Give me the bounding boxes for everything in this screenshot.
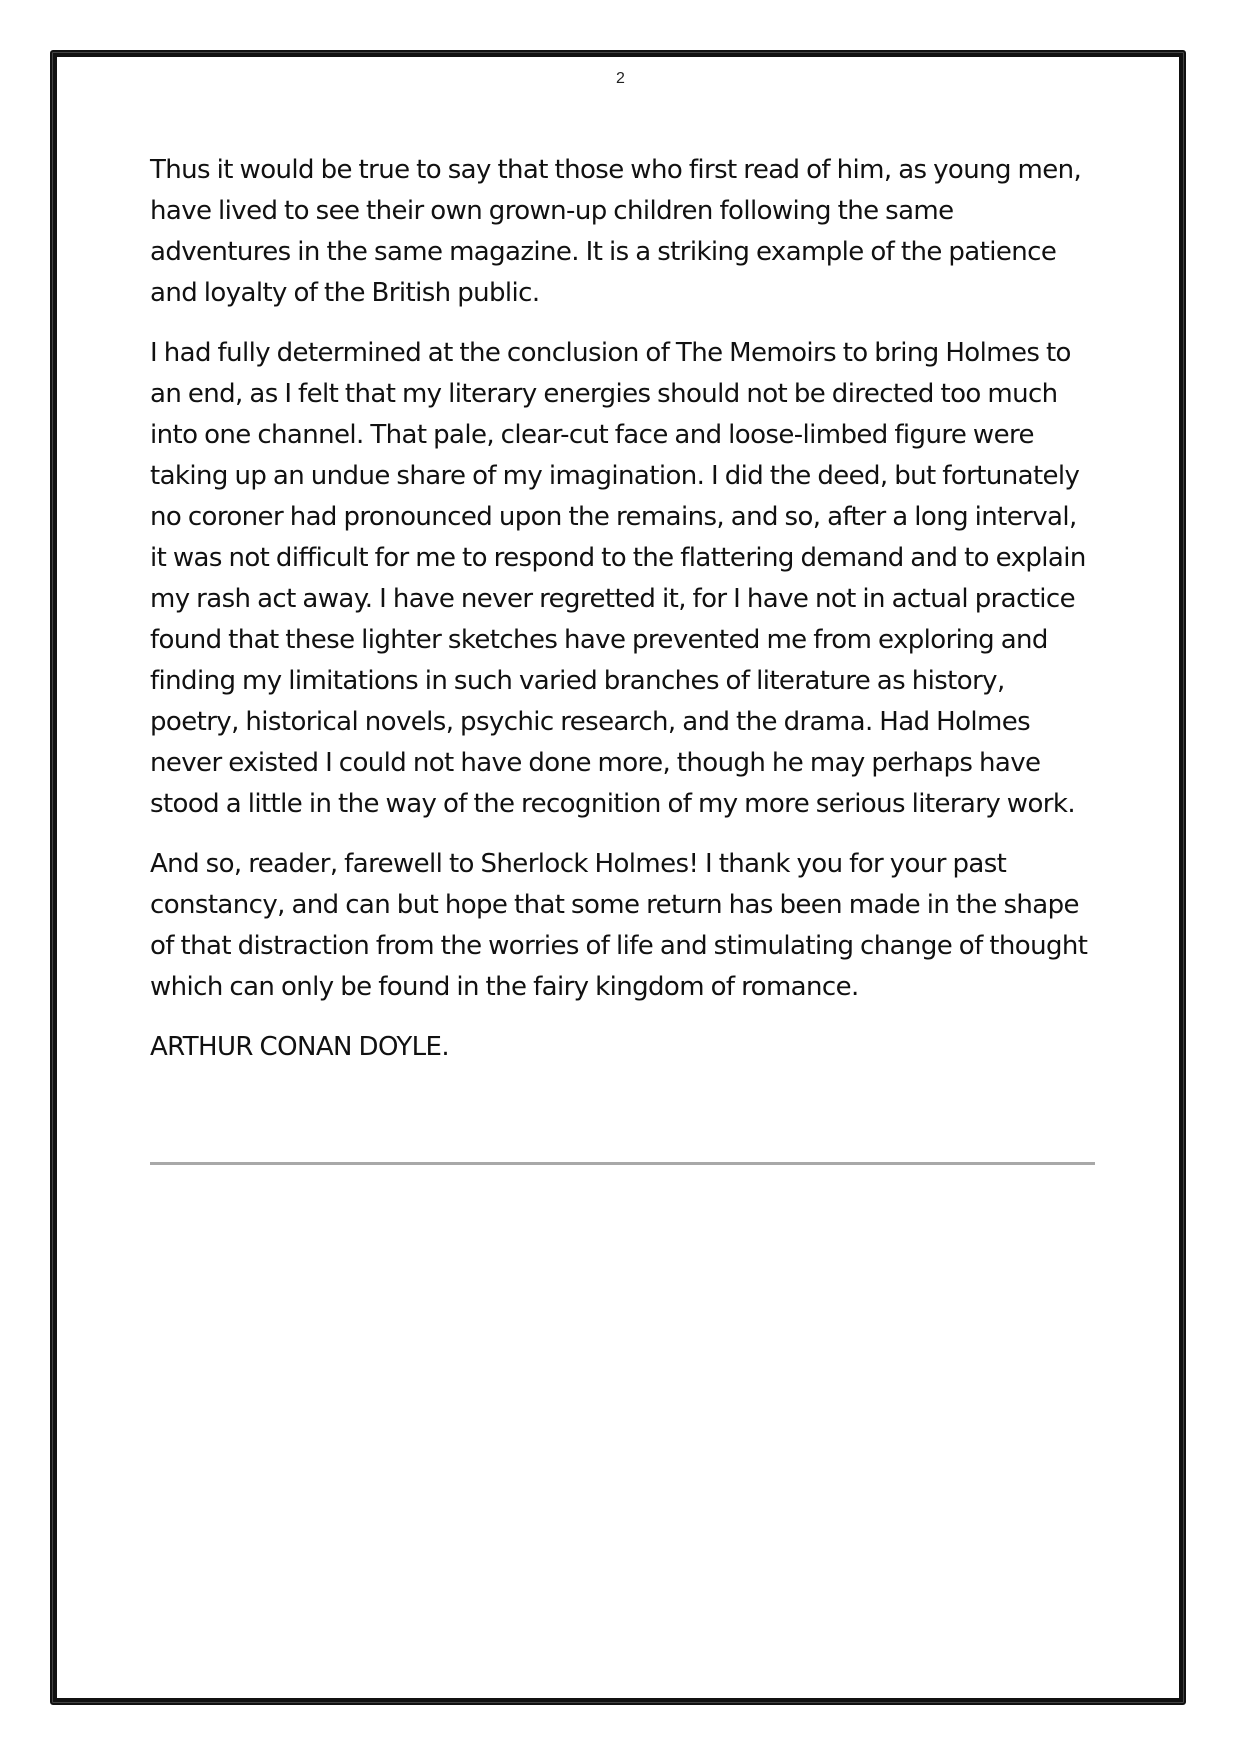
document-body — [150, 150, 1095, 1068]
paragraph-2: I had fully determined at the conclusion of The Memoirs to bring Holmes to an end, as I felt that my literary energies should not be directed too much into one channel. That pale, clear-cut face and loose-limbed figure were taking up an undue share of my imagination. I did the deed, but fortunately no coroner had pronounced upon the remains, and so, after a long interval, it was not difficult for me to respond to the flattering demand and to explain my rash act away. I have never regretted it, for I have not in actual practice found that these lighter sketches have prevented me from exploring and finding my limitations in such varied branches of literature as history, poetry, historical novels, psychic research, and the drama. Had Holmes never existed I could not have done more, though he may perhaps have stood a little in the way of the recognition of my more serious literary work. — [150, 338, 1086, 819]
horizontal-rule — [150, 1162, 1095, 1165]
page-number: 2 — [616, 70, 625, 87]
paragraph-3: And so, reader, farewell to Sherlock Holmes! I thank you for your past constancy, and can but hope that some return has been made in the shape of that distraction from the worries of life and stimulating change of thought which can only be found in the fairy kingdom of romance. — [150, 849, 1088, 1002]
author-signature: ARTHUR CONAN DOYLE. — [150, 1032, 450, 1062]
paragraph-1: Thus it would be true to say that those who first read of him, as young men, have lived to see their own grown-up children following the same adventures in the same magazine. It is a striking example of the patience and loyalty of the British public. — [150, 155, 1082, 308]
